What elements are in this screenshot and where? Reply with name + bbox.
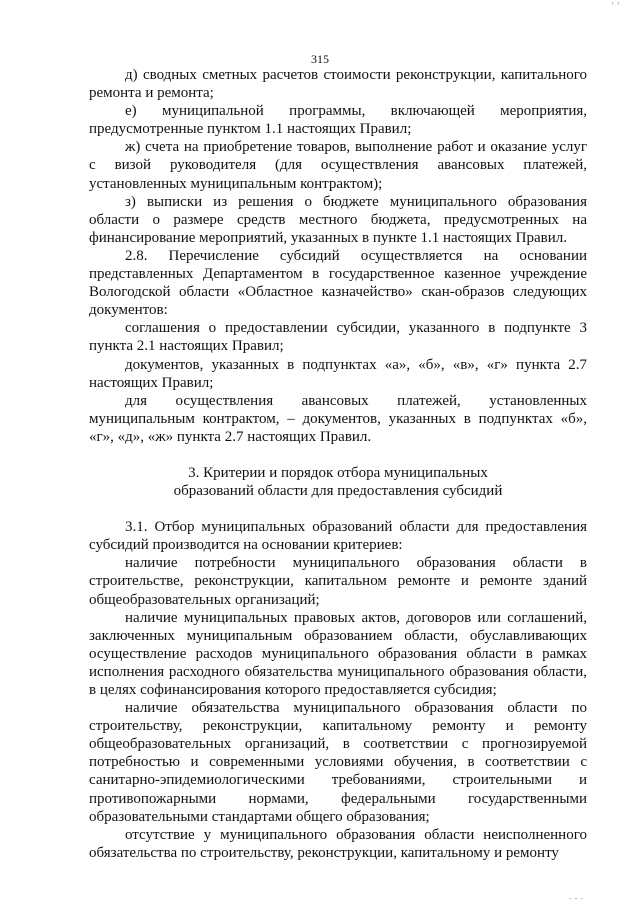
- criterion-no-unfulfilled: отсутствие у муниципального образования области неисполненного обязательства по строительству, реконструкции, капитальному и ремонту: [89, 826, 587, 861]
- section-heading-line-1: 3. Критерии и порядок отбора муниципальных: [188, 464, 488, 481]
- criterion-legal-acts: наличие муниципальных правовых актов, договоров или соглашений, заключенных муниципальным образованием области, обуславливающих осуществление расходов муниципального образования области в рамках исполнения расходного обязательства муниципального образования области, в целях софинансирования которого предоставляется субсидия;: [89, 609, 587, 698]
- scan-mark-top: ' ': [612, 1, 620, 10]
- paragraph-z: з) выписки из решения о бюджете муниципального образования области о размере средств местного бюджета, предусмотренных на финансирование мероприятий, указанных в пункте 1.1 настоящих Правил.: [89, 193, 587, 246]
- section-heading: [89, 464, 587, 500]
- paragraph-2-8: 2.8. Перечисление субсидий осуществляется на основании представленных Департаментом в государственное казенное учреждение Вологодской области «Областное казначейство» скан-образов следующих документов:: [89, 247, 587, 319]
- paragraph-advance-payments: для осуществления авансовых платежей, установленных муниципальным контрактом, – документов, указанных в подпунктах «б», «г», «д», «ж» пункта 2.7 настоящих Правил.: [89, 392, 587, 445]
- paragraph-d: д) сводных сметных расчетов стоимости реконструкции, капитального ремонта и ремонта;: [89, 67, 587, 102]
- paragraph-e: е) муниципальной программы, включающей мероприятия, предусмотренные пунктом 1.1 настоящих Правил;: [89, 103, 587, 138]
- paragraph-3-1: 3.1. Отбор муниципальных образований области для предоставления субсидий производится на основании критериев:: [89, 519, 587, 554]
- scan-mark-bottom: . . .: [569, 892, 584, 901]
- paragraph-agreement: соглашения о предоставлении субсидии, указанного в подпункте 3 пункта 2.1 настоящих Правил;: [89, 320, 587, 355]
- section-heading-line-2: образований области для предоставления субсидий: [173, 483, 503, 500]
- page-number: 315: [311, 52, 329, 66]
- criterion-obligation: наличие обязательства муниципального образования области по строительству, реконструкции, капитальному ремонту и ремонту общеобразовательных организаций, в соответствии с прогнозируемой потребностью и современными условиями обучения, в соответствии с санитарно-эпидемиологическими требованиями, строительными и противопожарными нормами, федеральными государственными образовательными стандартами общего образования;: [89, 700, 587, 825]
- criterion-need: наличие потребности муниципального образования области в строительстве, реконструкции, капитальном ремонте и ремонте зданий общеобразовательных организаций;: [89, 555, 587, 608]
- document-body: [89, 66, 587, 862]
- paragraph-zh: ж) счета на приобретение товаров, выполнение работ и оказание услуг с визой руководителя (для осуществления авансовых платежей, установленных муниципальным контрактом);: [89, 139, 587, 192]
- paragraph-documents: документов, указанных в подпунктах «а», «б», «в», «г» пункта 2.7 настоящих Правил;: [89, 356, 587, 391]
